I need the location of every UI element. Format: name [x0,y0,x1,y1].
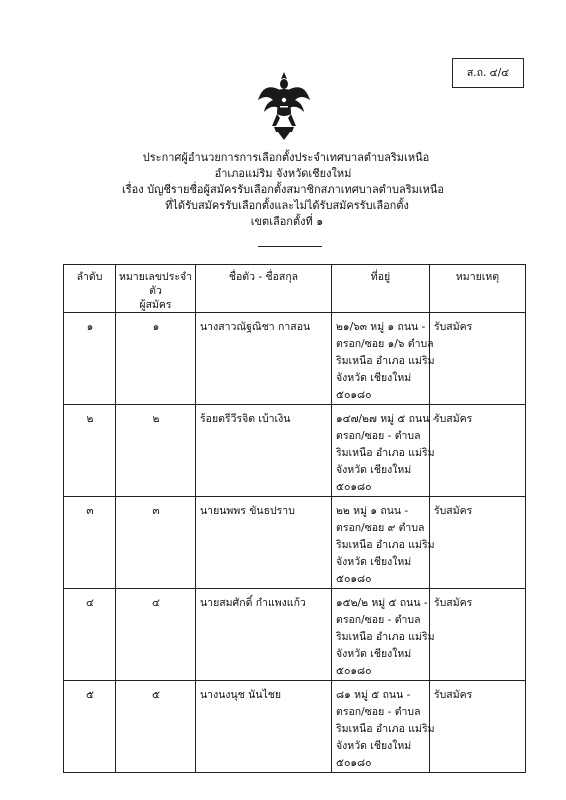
address-line: ๕๐๑๘๐ [336,573,372,585]
candidate-name: นายสมศักดิ์ กำแพงแก้ว [196,589,332,681]
row-number: ๓ [64,497,116,589]
candidate-remark: รับสมัคร [430,313,526,405]
form-code-box [452,58,524,88]
address-line: ริมเหนือ อำเภอ แม่ริม [336,723,435,735]
address-line: ตรอก/ซอย - ตำบล [336,614,421,626]
row-number: ๒ [64,405,116,497]
candidate-name: นางสาวณัฐณิชา กาสอน [196,313,332,405]
address-line: จังหวัด เชียงใหม่ [336,464,412,476]
form-code: ส.ถ. ๔/๔ [466,67,510,79]
candidate-number: ๔ [116,589,196,681]
candidate-remark: รับสมัคร [430,497,526,589]
address-line: จังหวัด เชียงใหม่ [336,648,412,660]
header-remark: หมายเหตุ [430,265,526,313]
address-line: ๘๑ หมู่ ๕ ถนน - [336,689,411,701]
announcement-subject: เรื่อง บัญชีรายชื่อผู้สมัครรับเลือกตั้งสมาชิกสภาเทศบาลตำบลริมเหนือ [121,183,445,196]
table-header-row [64,265,526,313]
row-number: ๔ [64,589,116,681]
header-no: ลำดับ [64,265,116,313]
candidate-table [63,264,526,773]
table-row [64,681,526,773]
candidate-name: นายนพพร ขันธปราบ [196,497,332,589]
row-number: ๑ [64,313,116,405]
header-name: ชื่อตัว - ชื่อสกุล [196,265,332,313]
table-row [64,497,526,589]
candidate-number: ๑ [116,313,196,405]
header-address: ที่อยู่ [332,265,430,313]
table-row [64,405,526,497]
address-line: ตรอก/ซอย - ตำบล [336,706,421,718]
address-line: ริมเหนือ อำเภอ แม่ริม [336,631,435,643]
address-line: ตรอก/ซอย ๙ ตำบล [336,522,425,534]
garuda-emblem-icon [256,70,312,142]
header-candidate-number-line1: หมายเลขประจำตัว [118,271,193,297]
address-line: ริมเหนือ อำเภอ แม่ริม [336,355,435,367]
candidate-remark: รับสมัคร [430,405,526,497]
address-line: ๕๐๑๘๐ [336,757,372,769]
announcement-title: ประกาศผู้อำนวยการการเลือกตั้งประจำเทศบาลตำบลริมเหนือ [142,151,430,164]
candidate-number: ๕ [116,681,196,773]
announcement-header [0,150,566,230]
candidate-number: ๒ [116,405,196,497]
electoral-district: เขตเลือกตั้งที่ ๑ [250,215,324,228]
address-line: ๕๐๑๘๐ [336,481,372,493]
announcement-subject-cont: ที่ได้รับสมัครรับเลือกตั้งและไม่ได้รับสมัครรับเลือกตั้ง [165,199,409,212]
row-number: ๕ [64,681,116,773]
candidate-name: ร้อยตรีวีรจิต เบ้าเงิน [196,405,332,497]
header-divider [258,246,322,247]
header-candidate-number [116,265,196,313]
address-line: ๕๐๑๘๐ [336,389,372,401]
candidate-address [332,589,435,681]
table-row [64,589,526,681]
table-row [64,313,526,405]
candidate-address [332,681,435,773]
candidate-number: ๓ [116,497,196,589]
address-line: จังหวัด เชียงใหม่ [336,740,412,752]
address-line: ๒๑/๖๓ หมู่ ๑ ถนน - [336,321,426,333]
address-line: จังหวัด เชียงใหม่ [336,556,412,568]
candidate-remark: รับสมัคร [430,589,526,681]
address-line: ๑๕๒/๒ หมู่ ๕ ถนน - [336,597,428,609]
announcement-location: อำเภอแม่ริม จังหวัดเชียงใหม่ [214,167,352,180]
candidate-name: นางนงนุช นันไชย [196,681,332,773]
address-line: ตรอก/ซอย ๑/๖ ตำบล [336,338,434,350]
address-line: ๑๔๗/๒๗ หมู่ ๕ ถนน - [336,413,437,425]
address-line: ๒๒ หมู่ ๑ ถนน - [336,505,409,517]
address-line: ตรอก/ซอย - ตำบล [336,430,421,442]
address-line: ริมเหนือ อำเภอ แม่ริม [336,447,435,459]
candidate-address [332,405,437,497]
header-candidate-number-line2: ผู้สมัคร [139,299,172,311]
address-line: ๕๐๑๘๐ [336,665,372,677]
candidate-address [332,497,435,589]
candidate-remark: รับสมัคร [430,681,526,773]
address-line: ริมเหนือ อำเภอ แม่ริม [336,539,435,551]
address-line: จังหวัด เชียงใหม่ [336,372,412,384]
candidate-table-body [64,313,526,773]
candidate-address [332,313,435,405]
